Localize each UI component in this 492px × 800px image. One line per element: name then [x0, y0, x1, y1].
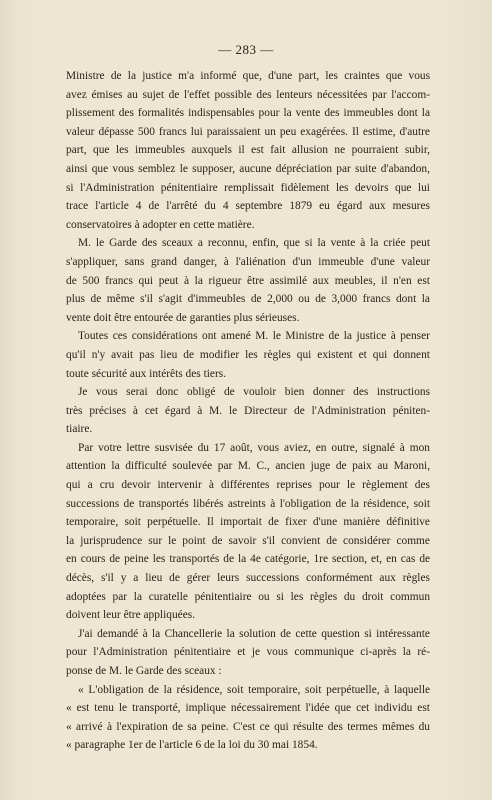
paragraph	[66, 625, 430, 681]
paragraph	[66, 67, 430, 234]
text-line: plus de même s'il s'agit d'immeubles de 2,000 ou de 3,000 francs dont la	[66, 293, 430, 306]
text-line: doivent leur être appliquées.	[66, 609, 196, 622]
text-line: « L'obligation de la résidence, soit temporaire, soit perpétuelle, à laquelle	[78, 683, 431, 696]
text-line: adoptées par la curatelle pénitentiaire ou si les règles du droit commun	[66, 590, 431, 603]
text-line: Je vous serai donc obligé de vouloir bien donner des instructions	[78, 386, 431, 399]
paragraph	[66, 234, 430, 327]
text-line: en cours de peine les transportés de la 4e catégorie, 1re section, et, en cas de	[66, 553, 431, 566]
text-line: avez émises au sujet de l'effet possible des lenteurs nécessitées par l'accom-	[66, 88, 431, 101]
text-line: ainsi que vous semblez le supposer, aucune dépréciation par suite d'abandon,	[66, 162, 430, 175]
text-line: « paragraphe 1er de l'article 6 de la loi du 30 mai 1854.	[66, 739, 318, 752]
text-line: très précises à cet égard à M. le Directeur de l'Administration péniten-	[66, 404, 431, 417]
text-line: vente doit être entourée de garanties plus sérieuses.	[66, 311, 300, 324]
text-line: part, que les immeubles auxquels il est fait allusion ne pourraient subir,	[66, 144, 431, 157]
text-line: tiaire.	[66, 423, 93, 436]
text-line: conservatoires à adopter en cette matière.	[66, 218, 255, 231]
text-line: qu'il n'y avait pas lieu de modifier les règles qui existent et qui donnent	[66, 348, 430, 361]
text-line: successions de transportés libérés astreints à l'obligation de la résidence, soit	[66, 497, 431, 510]
paragraph	[66, 681, 430, 755]
text-line: temporaire, soit perpétuelle. Il importait de fixer d'une manière définitive	[66, 516, 430, 529]
text-line: s'appliquer, sans grand danger, à l'aliénation d'un immeuble d'une valeur	[66, 255, 430, 268]
text-line: valeur dépasse 500 francs lui paraissaient un peu exagérées. Il estime, d'autre	[66, 125, 430, 138]
text-line: de 500 francs qui peut à la rigueur être assimilé aux meubles, il n'en est	[66, 274, 430, 287]
body-text	[66, 67, 430, 755]
text-line: la jurisprudence sur le point de savoir s'il convient de considérer comme	[66, 534, 430, 547]
text-line: pour l'Administration pénitentiaire et je vous communique ci-après la ré-	[66, 646, 431, 659]
text-line: J'ai demandé à la Chancellerie la solution de cette question si intéressante	[78, 627, 430, 640]
paragraph	[66, 327, 430, 383]
text-line: si l'Administration pénitentiaire remplissait fidèlement les devoirs que lui	[66, 181, 430, 194]
text-line: décès, s'il y a lieu de gérer leurs successions conformément aux règles	[66, 572, 430, 585]
text-line: toute sécurité aux intérêts des tiers.	[66, 367, 227, 380]
paragraph	[66, 383, 430, 439]
paragraph	[66, 439, 430, 625]
text-line: M. le Garde des sceaux a reconnu, enfin, que si la vente à la criée peut	[78, 237, 431, 250]
text-line: Toutes ces considérations ont amené M. le Ministre de la justice à penser	[78, 330, 430, 343]
text-line: Ministre de la justice m'a informé que, d'une part, les craintes que vous	[66, 70, 431, 82]
text-line: trace l'article 4 de l'arrêté du 4 septembre 1879 eu égard aux mesures	[66, 200, 430, 213]
text-line: Par votre lettre susvisée du 17 août, vous aviez, en outre, signalé à mon	[78, 441, 430, 454]
text-line: « arrivé à l'expiration de sa peine. C'est ce qui résulte des termes mêmes du	[66, 720, 430, 733]
text-line: « est tenu le transporté, implique nécessairement l'idée que cet individu est	[66, 702, 430, 715]
text-line: ponse de M. le Garde des sceaux :	[66, 665, 222, 677]
text-line: plissement des formalités indispensables pour la vente des immeubles dont la	[66, 107, 431, 120]
page-number: — 283 —	[218, 42, 274, 57]
text-line: attention la difficulté soulevée par M. C., ancien juge de paix au Maroni,	[66, 460, 431, 473]
text-line: qui a cru devoir intervenir à différentes reprises pour le règlement des	[66, 479, 430, 492]
